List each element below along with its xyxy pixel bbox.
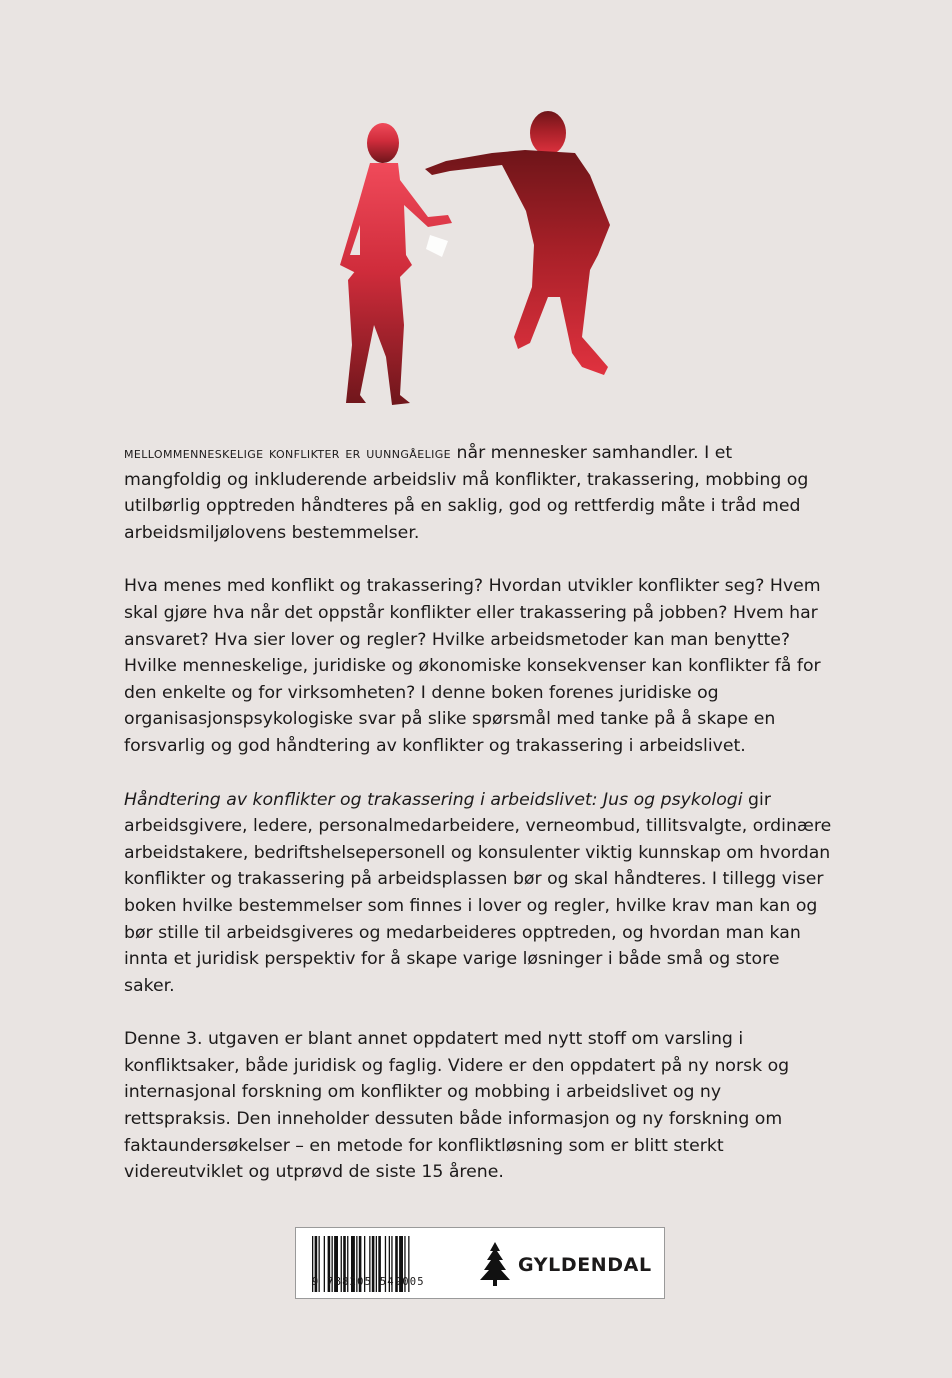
paragraph-3-text: gir arbeidsgivere, ledere, personalmedarbeidere, verneombud, tillitsvalgte, ordinære arbeidstakere, bedriftshelsepersonell og konsulenter viktig kunnskap om hvordan konflikter og trakassering på arbeidsplassen bør og skal håndteres. I tillegg viser boken hvilke bestemmelser som finnes i lover og regler, hvilke krav man kan og bør stille til arbeidsgiveres og medarbeideres opptreden, og hvordan man kan innta et juridisk perspektiv for å skape varige løsninger i både små og store saker. [124, 789, 832, 996]
paragraph-4: Denne 3. utgaven er blant annet oppdatert med nytt stoff om varsling i konfliktsaker, både juridisk og faglig. Videre er den oppdatert på ny norsk og internasjonal forskning om konflikter og mobbing i arbeidslivet og ny rettspraksis. Den inneholder dessuten både informasjon og ny forskning om faktaundersøkelser – en metode for konfliktløsning som er blitt sterkt videreutviklet og utprøvd de siste 15 årene. [124, 1029, 790, 1183]
footer-box [295, 1227, 665, 1299]
book-title: Håndtering av konflikter og trakassering i arbeidslivet: Jus og psykologi [124, 789, 743, 810]
man-silhouette [425, 111, 610, 375]
conflict-illustration [320, 105, 640, 410]
paragraph-1 [124, 440, 832, 546]
isbn-number: 9 788205 549005 [312, 1276, 425, 1288]
paragraph-3 [124, 787, 832, 1000]
back-cover-text [124, 440, 832, 1213]
lead-phrase: mellommenneskelige konflikter er uunngåelige [124, 443, 452, 462]
paragraph-2: Hva menes med konflikt og trakassering? Hvordan utvikler konflikter seg? Hvem skal gjøre hva når det oppstår konflikter eller trakassering på jobben? Hvem har ansvaret? Hva sier lover og regler? Hvilke arbeidsmetoder kan man benytte? Hvilke menneskelige, juridiske og økonomiske konsekvenser kan konflikter få for den enkelte og for virksomheten? I denne boken forenes juridiske og organisasjonspsykologiske svar på slike spørsmål med tanke på å skape en forsvarlig og god håndtering av konflikter og trakassering i arbeidslivet. [124, 576, 821, 756]
paragraph-1-text: når mennesker samhandler. I et mangfoldig og inkluderende arbeidsliv må konflikter, trakassering, mobbing og utilbørlig opptreden håndteres på en saklig, god og rettferdig måte i tråd med arbeidsmiljølovens bestemmelser. [124, 443, 809, 543]
paper-shape [426, 235, 448, 257]
publisher-logo-text: GYLDENDAL [518, 1254, 652, 1276]
tree-icon [479, 1242, 511, 1286]
